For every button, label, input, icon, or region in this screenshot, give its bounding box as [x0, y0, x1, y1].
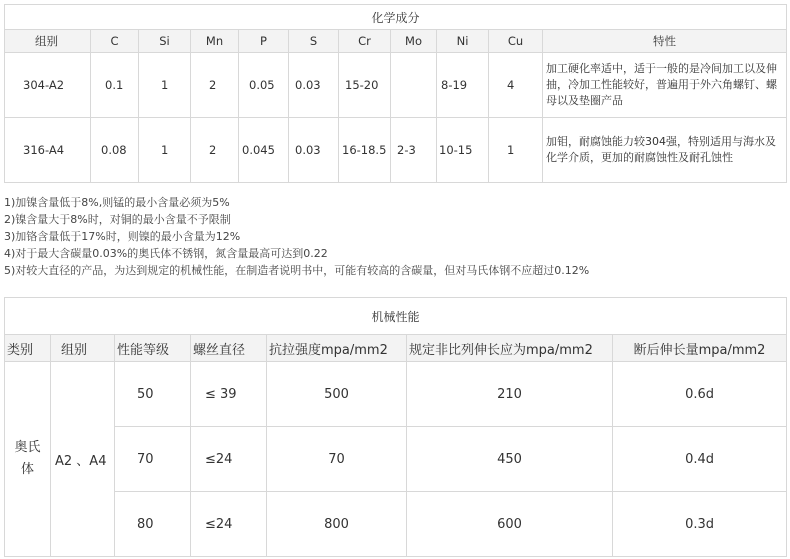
- cell-group: A2 、A4: [51, 362, 115, 557]
- cell-mn: 2: [191, 118, 239, 183]
- cell-cu: 1: [489, 118, 543, 183]
- cell-tensile-strength: 70: [267, 427, 407, 492]
- cell-elongation: 0.6d: [613, 362, 787, 427]
- col-header-group: 组别: [5, 30, 91, 53]
- cell-property-class: 70: [115, 427, 191, 492]
- cell-c: 0.1: [91, 53, 139, 118]
- cell-elongation: 0.4d: [613, 427, 787, 492]
- cell-p: 0.05: [239, 53, 289, 118]
- footnote-3: 3)加铬含量低于17%时，则镍的最小含量为12%: [4, 230, 241, 243]
- cell-ni: 10-15: [437, 118, 489, 183]
- table-row: [5, 362, 787, 427]
- cell-c: 0.08: [91, 118, 139, 183]
- cell-feature: 加工硬化率适中，适于一般的是冷间加工以及伸抽，冷加工性能较好，普遍用于外六角螺钉、螺母以及垫圈产品: [543, 53, 787, 118]
- col-header-group: 组别: [51, 335, 115, 362]
- col-header-feature: 特性: [543, 30, 787, 53]
- col-header-elongation: 断后伸长量mpa/mm2: [613, 335, 787, 362]
- col-header-ni: Ni: [437, 30, 489, 53]
- cell-ni: 8-19: [437, 53, 489, 118]
- cell-proof-stress: 450: [407, 427, 613, 492]
- table-row: [5, 118, 787, 183]
- table-row: [5, 492, 787, 557]
- cell-proof-stress: 210: [407, 362, 613, 427]
- footnote-2: 2)镍含量大于8%时，对铜的最小含量不予限制: [4, 213, 231, 226]
- col-header-tensile-strength: 抗拉强度mpa/mm2: [267, 335, 407, 362]
- footnote-5: 5)对较大直径的产品，为达到规定的机械性能，在制造者说明书中，可能有较高的含碳量，但对马氏体钢不应超过0.12%: [4, 264, 590, 277]
- cell-s: 0.03: [289, 53, 339, 118]
- col-header-property-class: 性能等级: [115, 335, 191, 362]
- cell-category: 奥氏体: [5, 362, 51, 557]
- col-header-mn: Mn: [191, 30, 239, 53]
- cell-screw-diameter: ≤24: [191, 492, 267, 557]
- cell-property-class: 80: [115, 492, 191, 557]
- col-header-c: C: [91, 30, 139, 53]
- col-header-cr: Cr: [339, 30, 391, 53]
- cell-screw-diameter: ≤24: [191, 427, 267, 492]
- cell-cu: 4: [489, 53, 543, 118]
- cell-elongation: 0.3d: [613, 492, 787, 557]
- cell-s: 0.03: [289, 118, 339, 183]
- cell-p: 0.045: [239, 118, 289, 183]
- col-header-mo: Mo: [391, 30, 437, 53]
- cell-si: 1: [139, 118, 191, 183]
- footnote-4: 4)对于最大含碳量0.03%的奥氏体不锈钢，氮含量最高可达到0.22: [4, 247, 328, 260]
- cell-cr: 16-18.5: [339, 118, 391, 183]
- cell-property-class: 50: [115, 362, 191, 427]
- chem-header-row: [5, 30, 787, 53]
- mech-table-title: 机械性能: [5, 298, 787, 335]
- cell-mo: 2-3: [391, 118, 437, 183]
- cell-grade: 316-A4: [5, 118, 91, 183]
- col-header-screw-diameter: 螺丝直径: [191, 335, 267, 362]
- mech-header-row: [5, 335, 787, 362]
- table-row: [5, 427, 787, 492]
- table-row: [5, 53, 787, 118]
- col-header-si: Si: [139, 30, 191, 53]
- cell-mn: 2: [191, 53, 239, 118]
- col-header-proof-stress: 规定非比列伸长应为mpa/mm2: [407, 335, 613, 362]
- cell-si: 1: [139, 53, 191, 118]
- col-header-s: S: [289, 30, 339, 53]
- cell-mo: [391, 53, 437, 118]
- cell-tensile-strength: 500: [267, 362, 407, 427]
- cell-screw-diameter: ≤ 39: [191, 362, 267, 427]
- col-header-cu: Cu: [489, 30, 543, 53]
- footnote-1: 1)加镍含量低于8%,则锰的最小含量必须为5%: [4, 196, 230, 209]
- cell-tensile-strength: 800: [267, 492, 407, 557]
- footnotes: [4, 194, 786, 279]
- chem-table-title: 化学成分: [5, 5, 787, 30]
- col-header-category: 类别: [5, 335, 51, 362]
- mechanical-properties-table: [4, 297, 787, 557]
- col-header-p: P: [239, 30, 289, 53]
- cell-grade: 304-A2: [5, 53, 91, 118]
- cell-feature: 加钼，耐腐蚀能力较304强，特别适用与海水及化学介质，更加的耐腐蚀性及耐孔蚀性: [543, 118, 787, 183]
- chemical-composition-table: [4, 4, 787, 183]
- cell-proof-stress: 600: [407, 492, 613, 557]
- cell-cr: 15-20: [339, 53, 391, 118]
